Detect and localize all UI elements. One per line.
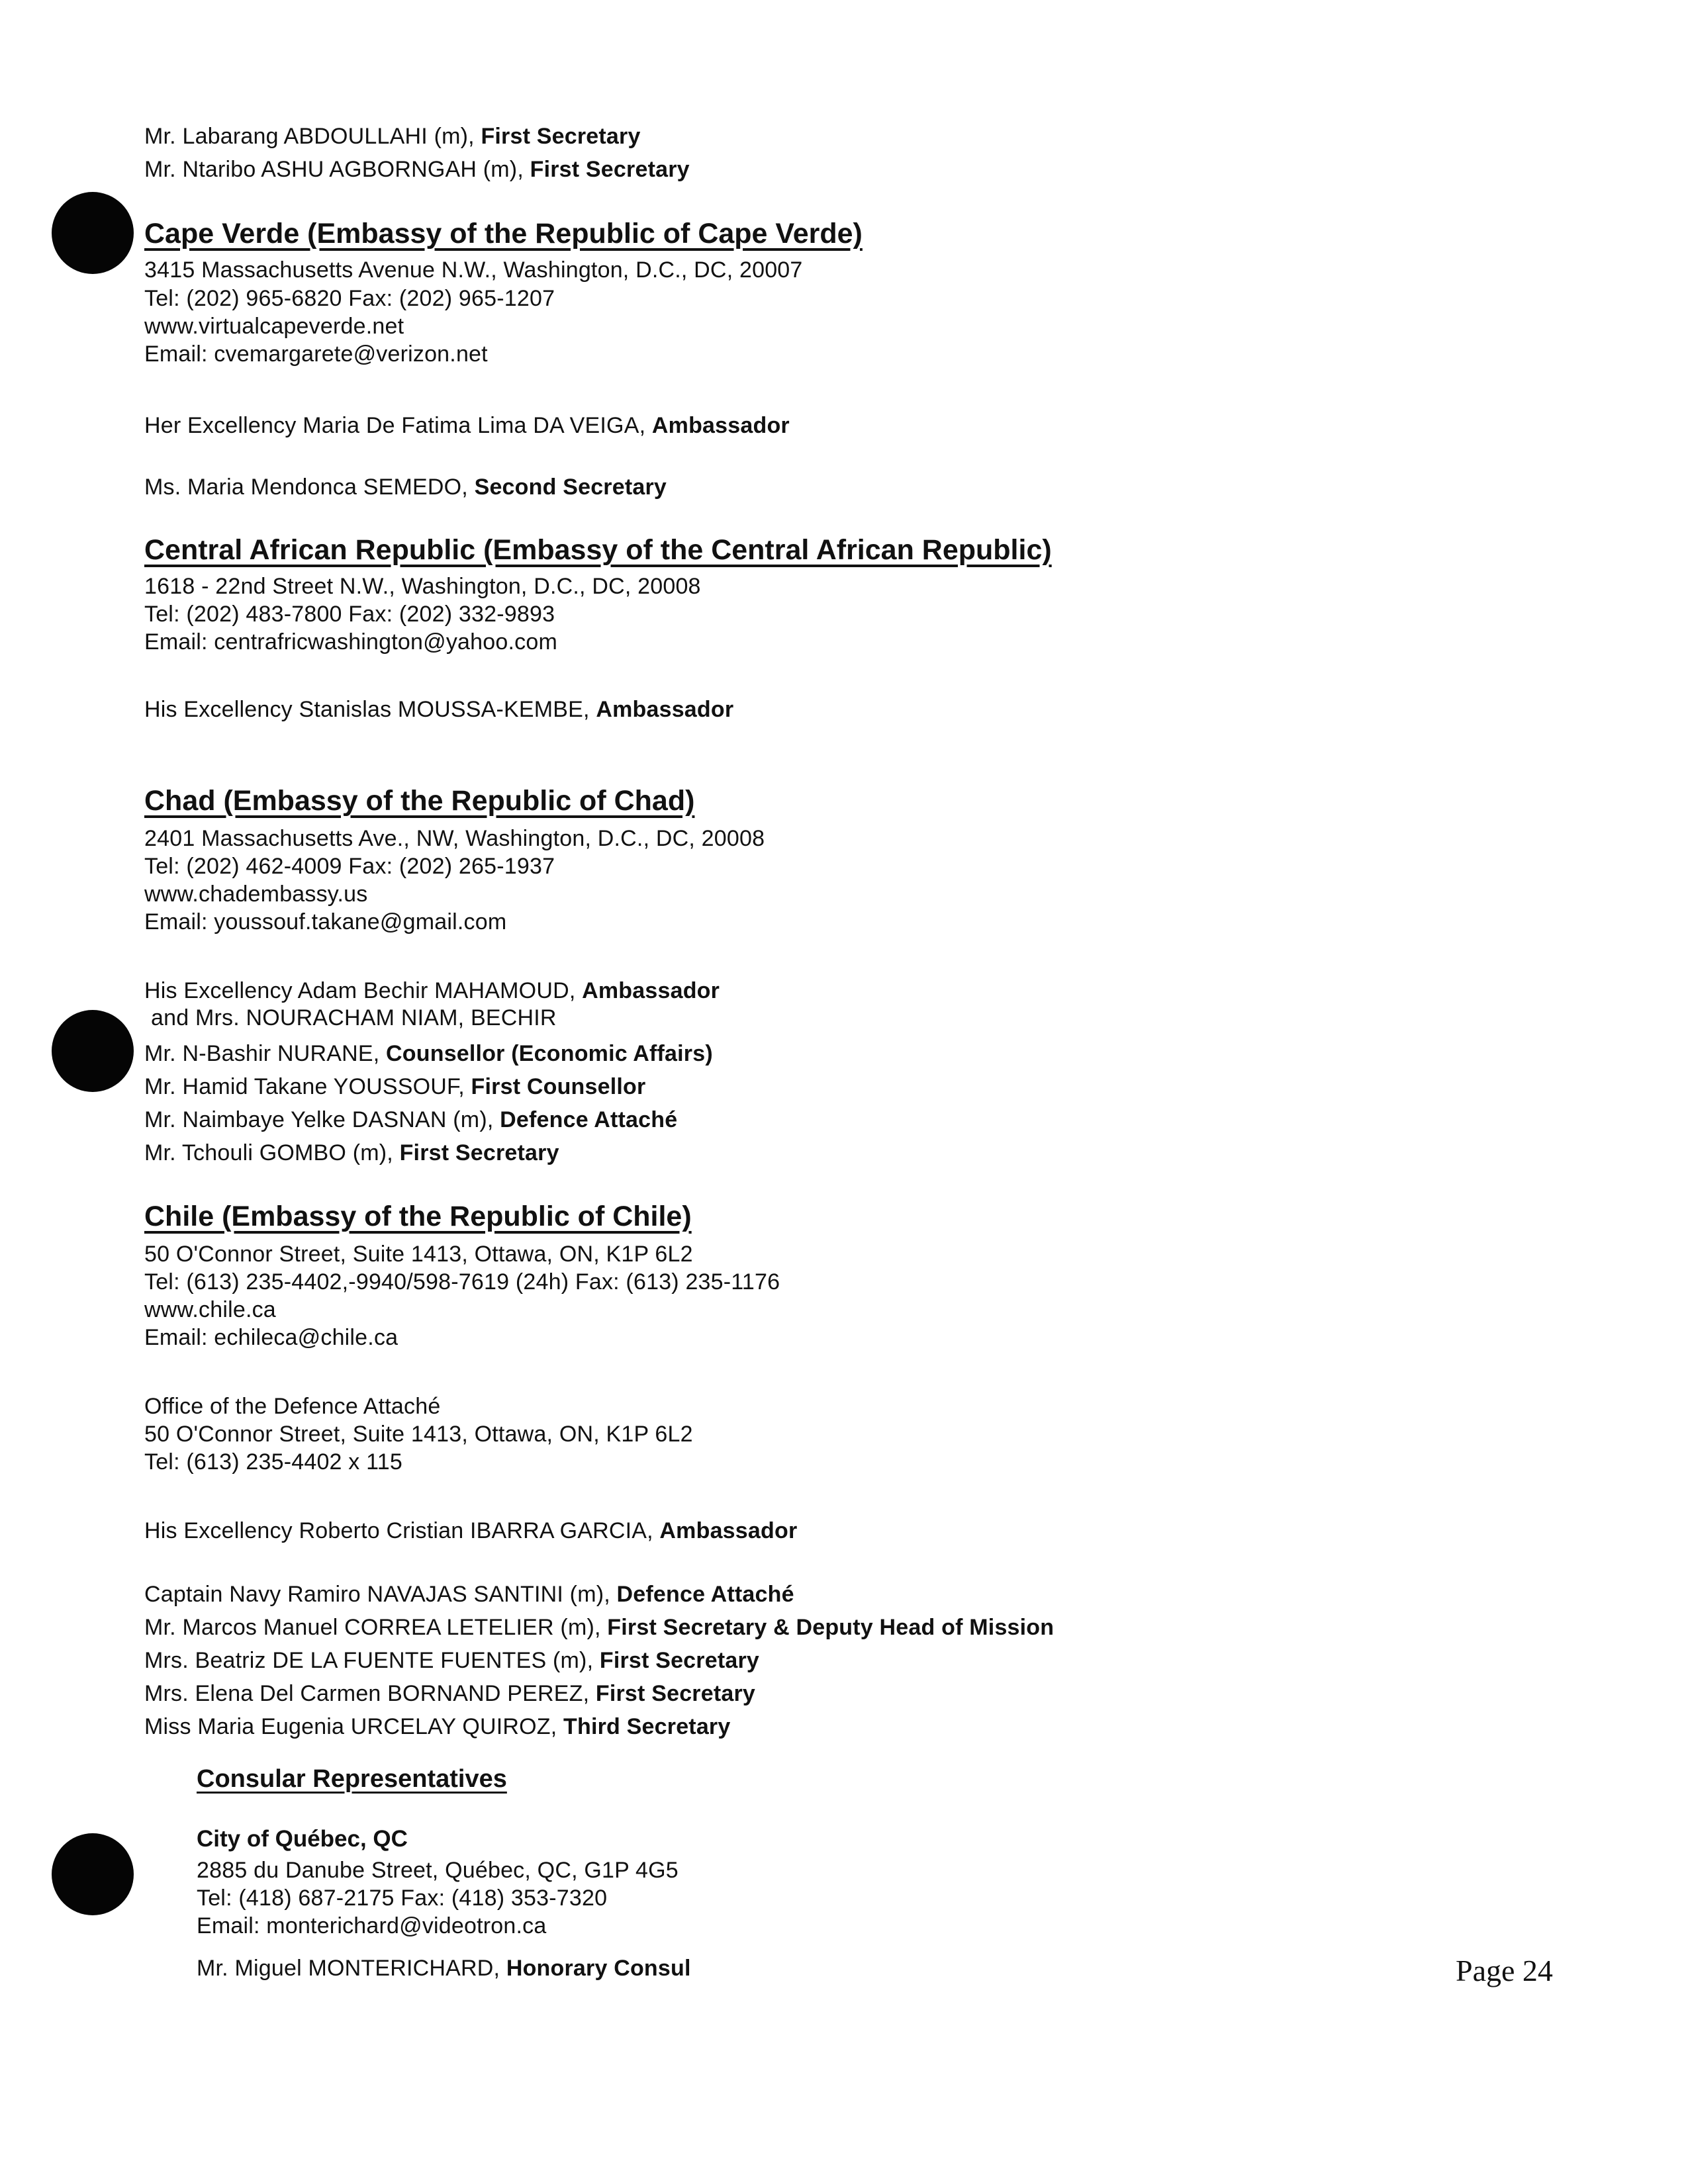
staff-line bbox=[144, 1140, 559, 1166]
embassy-email: Email: cvemargarete@verizon.net bbox=[144, 341, 488, 367]
defence-office-address: 50 O'Connor Street, Suite 1413, Ottawa, ON, K1P 6L2 bbox=[144, 1422, 693, 1447]
staff-title: Ambassador bbox=[659, 1518, 798, 1543]
embassy-email: Email: youssouf.takane@gmail.com bbox=[144, 909, 507, 934]
staff-line bbox=[144, 1073, 645, 1100]
embassy-heading-cape-verde: Cape Verde (Embassy of the Republic of Cape Verde) bbox=[144, 218, 863, 250]
staff-name: His Excellency Adam Bechir MAHAMOUD, bbox=[144, 978, 583, 1003]
staff-title: Counsellor (Economic Affairs) bbox=[386, 1041, 713, 1066]
embassy-email: Email: echileca@chile.ca bbox=[144, 1325, 399, 1350]
staff-title: First Secretary bbox=[599, 1648, 760, 1673]
staff-name: Mr. N-Bashir NURANE, bbox=[144, 1041, 387, 1066]
staff-line bbox=[144, 696, 733, 723]
staff-line bbox=[144, 1614, 1054, 1641]
staff-title: First Secretary bbox=[399, 1140, 559, 1165]
embassy-heading-chile: Chile (Embassy of the Republic of Chile) bbox=[144, 1201, 692, 1232]
embassy-phone: Tel: (613) 235-4402,-9940/598-7619 (24h) Fax: (613) 235-1176 bbox=[144, 1269, 780, 1295]
staff-name: His Excellency Stanislas MOUSSA-KEMBE, bbox=[144, 697, 596, 722]
staff-line bbox=[144, 474, 667, 500]
consulate-email: Email: monterichard@videotron.ca bbox=[197, 1913, 547, 1938]
staff-line bbox=[144, 1680, 755, 1707]
staff-title: Honorary Consul bbox=[506, 1956, 691, 1981]
staff-name: His Excellency Roberto Cristian IBARRA GARCIA, bbox=[144, 1518, 660, 1543]
defence-office-phone: Tel: (613) 235-4402 x 115 bbox=[144, 1449, 402, 1475]
staff-title: Second Secretary bbox=[474, 475, 667, 500]
embassy-address: 3415 Massachusetts Avenue N.W., Washington, D.C., DC, 20007 bbox=[144, 257, 803, 283]
consulate-city-heading: City of Québec, QC bbox=[197, 1826, 408, 1852]
staff-title: First Secretary & Deputy Head of Mission bbox=[607, 1615, 1055, 1640]
staff-line bbox=[144, 156, 690, 183]
staff-name: Mr. Naimbaye Yelke DASNAN (m), bbox=[144, 1107, 500, 1132]
staff-title: First Secretary bbox=[595, 1681, 756, 1706]
ambassador-line bbox=[144, 978, 720, 1004]
page-number: Page 24 bbox=[1456, 1954, 1553, 1987]
staff-line bbox=[144, 123, 641, 150]
embassy-website: www.chile.ca bbox=[144, 1297, 276, 1322]
staff-title: Ambassador bbox=[582, 978, 720, 1003]
staff-line bbox=[144, 412, 790, 439]
staff-name: Mr. Labarang ABDOULLAHI (m), bbox=[144, 124, 481, 149]
staff-name: Mrs. Beatriz DE LA FUENTE FUENTES (m), bbox=[144, 1648, 600, 1673]
punch-hole-bottom bbox=[52, 1833, 134, 1915]
staff-name: Captain Navy Ramiro NAVAJAS SANTINI (m), bbox=[144, 1582, 617, 1607]
spouse-line: and Mrs. NOURACHAM NIAM, BECHIR bbox=[151, 1005, 557, 1030]
consul-line bbox=[197, 1955, 691, 1981]
staff-line bbox=[144, 1107, 677, 1133]
punch-hole-top bbox=[52, 192, 134, 274]
embassy-heading-central-african-republic: Central African Republic (Embassy of the Central African Republic) bbox=[144, 534, 1052, 566]
staff-name: Mr. Tchouli GOMBO (m), bbox=[144, 1140, 400, 1165]
staff-name: Ms. Maria Mendonca SEMEDO, bbox=[144, 475, 475, 500]
embassy-phone: Tel: (202) 965-6820 Fax: (202) 965-1207 bbox=[144, 286, 555, 311]
staff-title: Defence Attaché bbox=[616, 1582, 794, 1607]
embassy-address: 50 O'Connor Street, Suite 1413, Ottawa, ON, K1P 6L2 bbox=[144, 1242, 693, 1267]
staff-line bbox=[144, 1647, 759, 1674]
staff-title: Defence Attaché bbox=[500, 1107, 678, 1132]
embassy-website: www.chadembassy.us bbox=[144, 882, 368, 907]
punch-hole-middle bbox=[52, 1010, 134, 1092]
staff-line bbox=[144, 1581, 794, 1608]
embassy-phone: Tel: (202) 483-7800 Fax: (202) 332-9893 bbox=[144, 602, 555, 627]
staff-title: First Counsellor bbox=[471, 1074, 646, 1099]
staff-name: Her Excellency Maria De Fatima Lima DA VEIGA, bbox=[144, 413, 652, 438]
embassy-website: www.virtualcapeverde.net bbox=[144, 314, 404, 339]
staff-name: Mr. Ntaribo ASHU AGBORNGAH (m), bbox=[144, 157, 530, 182]
staff-name: Mr. Miguel MONTERICHARD, bbox=[197, 1956, 506, 1981]
staff-title: Ambassador bbox=[651, 413, 790, 438]
staff-title: Ambassador bbox=[596, 697, 734, 722]
consulate-phone: Tel: (418) 687-2175 Fax: (418) 353-7320 bbox=[197, 1886, 608, 1911]
consulate-address: 2885 du Danube Street, Québec, QC, G1P 4G5 bbox=[197, 1858, 679, 1883]
staff-title: First Secretary bbox=[481, 124, 641, 149]
embassy-address: 1618 - 22nd Street N.W., Washington, D.C., DC, 20008 bbox=[144, 574, 701, 599]
embassy-address: 2401 Massachusetts Ave., NW, Washington, D.C., DC, 20008 bbox=[144, 826, 765, 851]
staff-name: Mr. Marcos Manuel CORREA LETELIER (m), bbox=[144, 1615, 608, 1640]
staff-name: Mr. Hamid Takane YOUSSOUF, bbox=[144, 1074, 471, 1099]
embassy-email: Email: centrafricwashington@yahoo.com bbox=[144, 629, 557, 655]
staff-name: Miss Maria Eugenia URCELAY QUIROZ, bbox=[144, 1714, 564, 1739]
staff-line bbox=[144, 1040, 713, 1067]
staff-name: Mrs. Elena Del Carmen BORNAND PEREZ, bbox=[144, 1681, 596, 1706]
embassy-heading-chad: Chad (Embassy of the Republic of Chad) bbox=[144, 785, 695, 817]
staff-title: Third Secretary bbox=[563, 1714, 731, 1739]
staff-title: First Secretary bbox=[530, 157, 690, 182]
ambassador-line bbox=[144, 1518, 797, 1544]
staff-line bbox=[144, 1713, 730, 1740]
defence-office-label: Office of the Defence Attaché bbox=[144, 1394, 441, 1419]
embassy-phone: Tel: (202) 462-4009 Fax: (202) 265-1937 bbox=[144, 854, 555, 879]
consular-representatives-heading: Consular Representatives bbox=[197, 1765, 507, 1793]
